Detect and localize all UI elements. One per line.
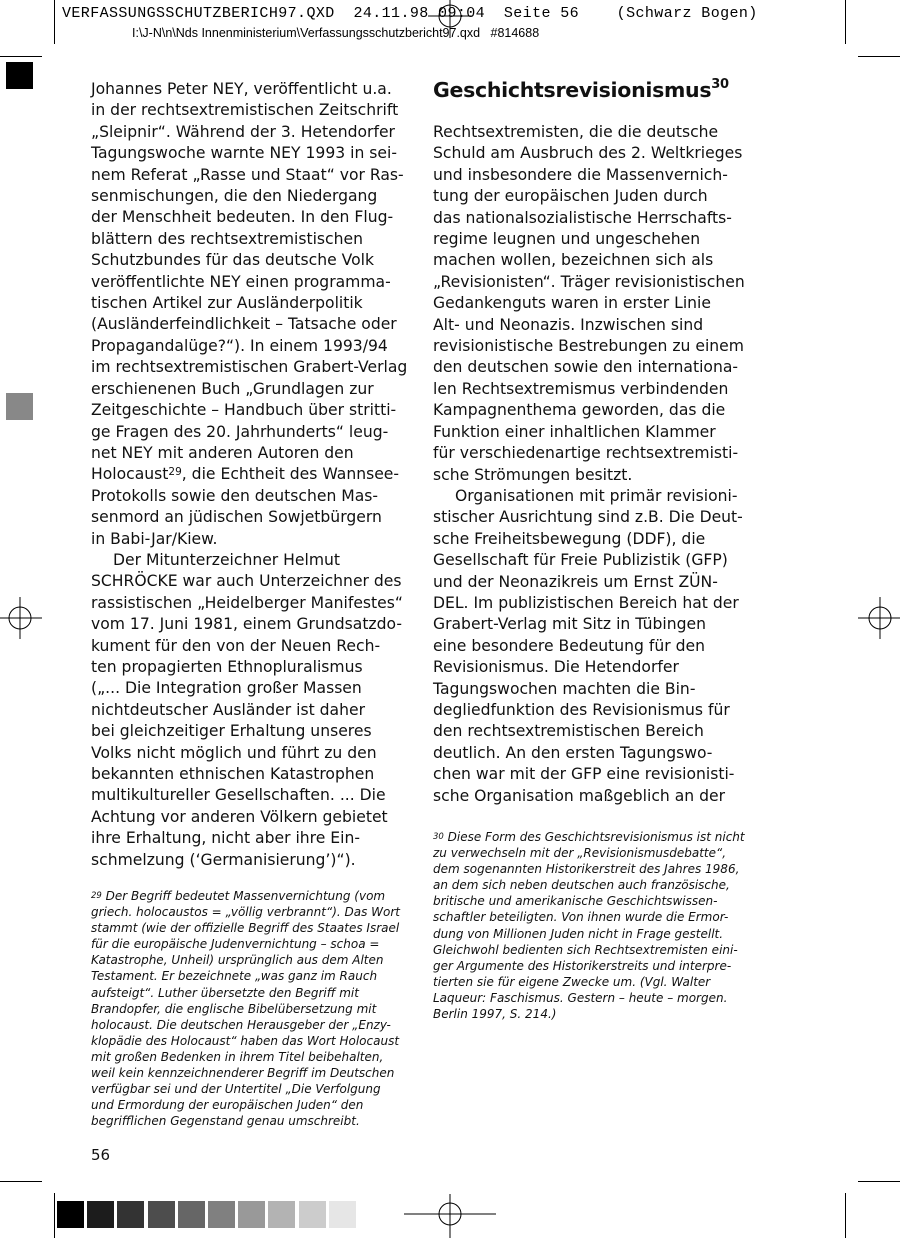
text-line: sche Freiheitsbewegung (DDF), die	[433, 529, 706, 548]
gray-swatch	[208, 1201, 235, 1228]
gray-swatch	[329, 1201, 356, 1228]
footnote-line: aufsteigt“. Luther übersetzte den Begriff mit	[91, 985, 359, 1000]
text-line: („... Die Integration großer Massen	[91, 679, 362, 698]
gray-swatch	[299, 1201, 326, 1228]
text-line: ge Fragen des 20. Jahrhunderts“ leug-	[91, 422, 389, 441]
registration-square-black	[6, 62, 33, 89]
text-line: schmelzung (‘Germanisierung’)“).	[91, 850, 356, 869]
text-line: der Menschheit bedeuten. In den Flug-	[91, 208, 394, 227]
text-line: vom 17. Juni 1981, einem Grundsatzdo-	[91, 615, 402, 634]
text-line: im rechtsextremistischen Grabert-Verlag	[91, 358, 408, 377]
text-line: Protokolls sowie den deutschen Mas-	[91, 486, 379, 505]
text-line: Gedankenguts waren in erster Linie	[433, 294, 711, 313]
text-line: rassistischen „Heidelberger Manifestes“	[91, 593, 403, 612]
footnote-line: stammt (wie der offizielle Begriff des Staates Israel	[91, 921, 400, 936]
footnote-line: und Ermordung der europäischen Juden“ den	[91, 1098, 364, 1113]
left-paragraph-1	[91, 79, 408, 550]
text-line: sche Organisation maßgeblich an der	[433, 786, 726, 805]
footnote-line: begrifflichen Gegenstand genau umschreibt.	[91, 1114, 360, 1129]
text-line: blättern des rechtsextremistischen	[91, 229, 363, 248]
footnote-line: zu verwechseln mit der „Revisionismusdebatte“,	[433, 846, 727, 861]
text-line: Revisionismus. Die Hetendorfer	[433, 658, 679, 677]
gray-swatch	[178, 1201, 205, 1228]
text-line: net NEY mit anderen Autoren den	[91, 443, 354, 462]
text-line: deutlich. An den ersten Tagungswo-	[433, 743, 713, 762]
text-line: ihre Erhaltung, nicht aber ihre Ein-	[91, 829, 360, 848]
text-line: das nationalsozialistische Herrschafts-	[433, 208, 732, 227]
text-line: Alt- und Neonazis. Inzwischen sind	[433, 315, 704, 334]
text-line: in Babi-Jar/Kiew.	[91, 529, 218, 548]
text-line: Funktion einer inhaltlichen Klammer	[433, 422, 716, 441]
footnote-line: für die europäische Judenvernichtung – schoa =	[91, 937, 380, 952]
footnote-line: griech. holocaustos = „völlig verbrannt“). Das Wort	[91, 905, 401, 920]
text-line: Schuld am Ausbruch des 2. Weltkrieges	[433, 144, 743, 163]
footnote-line: dung von Millionen Juden nicht in Frage gestellt.	[433, 926, 724, 941]
holocaust-line: Holocaust$^{29}$, die Echtheit des Wannsee-	[91, 465, 400, 484]
text-line: für verschiedenartige rechtsextremisti-	[433, 444, 739, 463]
text-line: senmischungen, die den Niedergang	[91, 187, 378, 206]
text-line: den rechtsextremistischen Bereich	[433, 722, 704, 741]
footnote-line: weil kein kennzeichnenderer Begriff im Deutschen	[91, 1066, 395, 1081]
gray-swatch	[148, 1201, 175, 1228]
left-column	[91, 79, 408, 871]
text-line: veröffentlichte NEY einen programma-	[91, 272, 391, 291]
right-paragraph-1	[433, 122, 745, 486]
text-line: ten propagierten Ethnopluralismus	[91, 657, 363, 676]
registration-target-top	[428, 0, 472, 40]
footnote-line: Testament. Er bezeichnete „was ganz im Rauch	[91, 969, 378, 984]
right-column	[433, 122, 745, 807]
text-line: regime leugnen und ungeschehen	[433, 230, 701, 249]
text-line: Kampagnenthema geworden, das die	[433, 401, 726, 420]
footnote-line: Brandopfer, die englische Bibelübersetzung mit	[91, 1001, 377, 1016]
text-line: und insbesondere die Massenvernich-	[433, 165, 728, 184]
text-line: Tagungswochen machten die Bin-	[433, 679, 696, 698]
registration-target-right	[856, 597, 900, 641]
footnote-30	[433, 829, 743, 1022]
text-line: „Sleipnir“. Während der 3. Hetendorfer	[91, 122, 395, 141]
text-line: Rechtsextremisten, die die deutsche	[433, 123, 719, 141]
footnote-line: Laqueur: Faschismus. Gestern – heute – morgen.	[433, 990, 728, 1005]
text-line: eine besondere Bedeutung für den	[433, 636, 706, 655]
text-line: Organisationen mit primär revisioni-	[455, 486, 738, 505]
footnote-line: Gleichwohl bedienten sich Rechtsextremisten eini-	[433, 942, 738, 957]
text-line: tischen Artikel zur Ausländerpolitik	[91, 294, 363, 313]
footnote-line: $^{29}$ Der Begriff bedeutet Massenvernichtung (vom	[91, 889, 386, 903]
footnote-line: holocaust. Die deutschen Herausgeber der „Enzy-	[91, 1017, 391, 1032]
registration-target-left	[0, 597, 44, 641]
footnote-line: verfügbar sei und der Untertitel „Die Verfolgung	[91, 1082, 381, 1097]
footnote-line: dem sogenannten Historikerstreit des Jahres 1986,	[433, 862, 740, 877]
right-paragraph-2	[433, 486, 743, 807]
footnote-line: klopädie des Holocaust“ haben das Wort Holocaust	[91, 1033, 400, 1048]
text-line: Zeitgeschichte – Handbuch über stritti-	[91, 401, 397, 420]
slug-line-file-info: VERFASSUNGSSCHUTZBERICH97.QXD 24.11.98 09:04 Seite 56 (Schwarz Bogen)	[62, 5, 758, 22]
section-heading: Geschichtsrevisionismus$^{30}$	[433, 77, 729, 102]
footnote-number: 29	[91, 891, 102, 901]
page-number: 56	[91, 1146, 111, 1164]
text-line: nichtdeutscher Ausländer ist daher	[91, 700, 365, 719]
text-line: Schutzbundes für das deutsche Volk	[91, 251, 375, 270]
slug-line-path: I:\J-N\n\Nds Innenministerium\Verfassungsschutzbericht97.qxd #814688	[132, 26, 540, 40]
footnote-line: Katastrophe, Unheil) ursprünglich aus dem Alten	[91, 953, 384, 968]
text-line: „Revisionisten“. Träger revisionistischen	[433, 272, 745, 291]
footnote-29	[91, 888, 401, 1129]
footnote-line: an dem sich neben deutschen auch französische,	[433, 878, 730, 893]
text-line: in der rechtsextremistischen Zeitschrift	[91, 101, 399, 120]
footnote-number: 30	[433, 832, 444, 842]
text-line: Propagandalüge?“). In einem 1993/94	[91, 336, 388, 355]
gray-swatch	[57, 1201, 84, 1228]
text-line: bei gleichzeitiger Erhaltung unseres	[91, 722, 372, 741]
text-line: Grabert-Verlag mit Sitz in Tübingen	[433, 615, 706, 634]
gray-swatch	[268, 1201, 295, 1228]
footnote-line: britische und amerikanische Geschichtswissen-	[433, 894, 718, 909]
left-paragraph-2	[91, 550, 403, 871]
text-line: nem Referat „Rasse und Staat“ vor Ras-	[91, 165, 404, 184]
text-line: multikultureller Gesellschaften. ... Die	[91, 786, 386, 805]
footnote-line: mit großen Bedenken in ihrem Titel beibehalten,	[91, 1049, 384, 1064]
footnote-line: schaftler beteiligten. Von ihnen wurde die Ermor-	[433, 910, 729, 925]
footnote-line: $^{30}$ Diese Form des Geschichtsrevisionismus ist nicht	[433, 830, 745, 844]
text-line: SCHRÖCKE war auch Unterzeichner des	[91, 572, 402, 591]
text-line: Der Mitunterzeichner Helmut	[113, 550, 341, 569]
gray-swatch	[238, 1201, 265, 1228]
text-line: Tagungswoche warnte NEY 1993 in sei-	[91, 144, 397, 163]
registration-target-bottom	[404, 1194, 496, 1238]
text-line: chen war mit der GFP eine revisionisti-	[433, 765, 735, 784]
text-line: len Rechtsextremismus verbindenden	[433, 379, 729, 398]
footnote-ref-30: 30	[711, 77, 729, 92]
text-line: Achtung vor anderen Völkern gebietet	[91, 807, 388, 826]
footnote-line: ger Argumente des Historikerstreits und interpre-	[433, 958, 732, 973]
text-line: den deutschen sowie den internationa-	[433, 358, 739, 377]
text-line: erschienenen Buch „Grundlagen zur	[91, 379, 374, 398]
text-line: machen wollen, bezeichnen sich als	[433, 251, 714, 270]
footnote-ref-29: 29	[168, 466, 182, 479]
footnote-line: tierten sie für eigene Zwecke um. (Vgl. Walter	[433, 974, 711, 989]
text-line: bekannten ethnischen Katastrophen	[91, 765, 375, 783]
text-line: revisionistische Bestrebungen zu einem	[433, 337, 744, 356]
text-line: Gesellschaft für Freie Publizistik (GFP)	[433, 551, 728, 570]
footnote-line: Berlin 1997, S. 214.)	[433, 1007, 557, 1022]
text-line: tung der europäischen Juden durch	[433, 187, 708, 206]
gray-swatch	[117, 1201, 144, 1228]
text-line: (Ausländerfeindlichkeit – Tatsache oder	[91, 315, 397, 334]
text-line: DEL. Im publizistischen Bereich hat der	[433, 593, 739, 612]
text-line: degliedfunktion des Revisionismus für	[433, 700, 730, 719]
text-line: sche Strömungen besitzt.	[433, 465, 633, 484]
text-line: Johannes Peter NEY, veröffentlicht u.a.	[91, 80, 392, 98]
text-line: senmord an jüdischen Sowjetbürgern	[91, 508, 382, 527]
registration-square-gray	[6, 393, 33, 420]
gray-swatch	[87, 1201, 114, 1228]
text-line: Volks nicht möglich und führt zu den	[91, 743, 377, 762]
text-line: und der Neonazikreis um Ernst ZÜN-	[433, 572, 718, 591]
text-line: stischer Ausrichtung sind z.B. Die Deut-	[433, 508, 743, 527]
text-line: kument für den von der Neuen Rech-	[91, 636, 381, 655]
